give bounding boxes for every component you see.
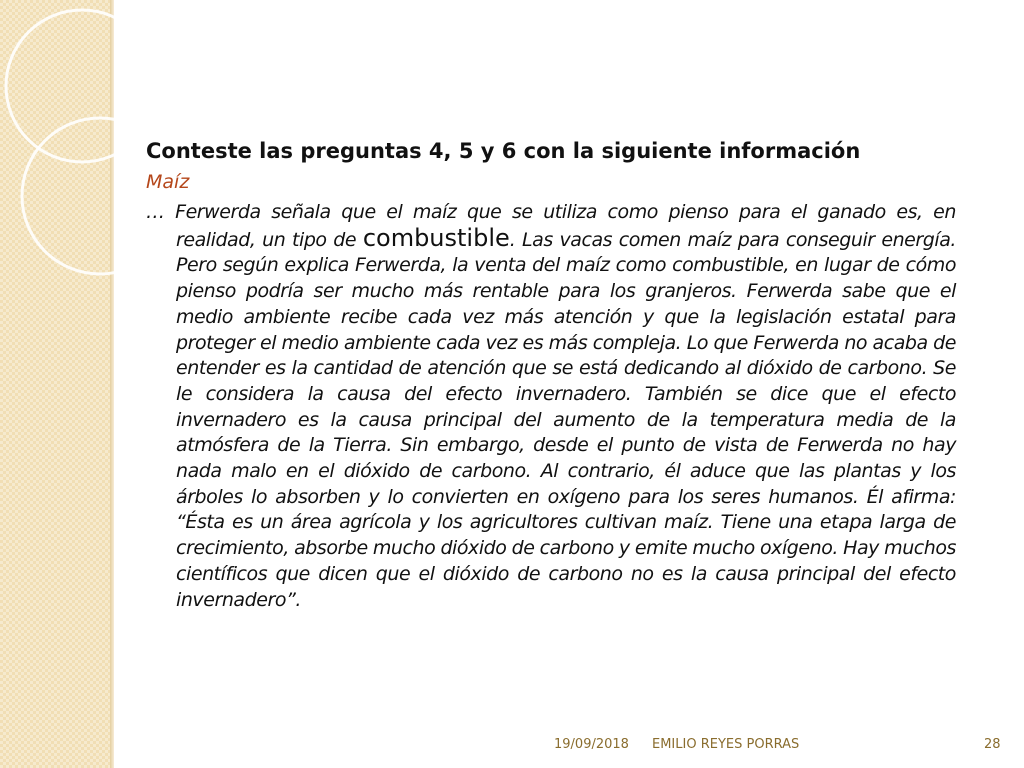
body-text-part-1: … Ferwerda señala que el maíz que se utiliza como pienso para el ganado es, en realidad, un tipo de: [146, 201, 956, 251]
slide-subheading: Maíz: [146, 171, 190, 193]
body-emphasis-word: combustible: [362, 223, 510, 252]
slide-number: 28: [984, 737, 1001, 752]
footer-date: 19/09/2018: [554, 737, 629, 752]
decorative-circle-top: [6, 10, 158, 162]
body-paragraph: [146, 200, 956, 613]
slide-content: [146, 134, 956, 613]
decorative-circles: [0, 0, 140, 320]
slide-heading: Conteste las preguntas 4, 5 y 6 con la siguiente información: [146, 139, 861, 163]
footer-author: EMILIO REYES PORRAS: [652, 737, 800, 752]
slide-footer: [0, 737, 1024, 757]
body-text-part-2: . Las vacas comen maíz para conseguir energía. Pero según explica Ferwerda, la venta del maíz como combustible, en lugar de cómo pienso podría ser mucho más rentable para los granjeros. Ferwerda sabe que el medio ambiente recibe cada vez más atención y que la legislación estatal para proteger el medio ambiente cada vez es más compleja. Lo que Ferwerda no acaba de entender es la cantidad de atención que se está dedicando al dióxido de carbono. Se le considera la causa del efecto invernadero. También se dice que el efecto invernadero es la causa principal del aumento de la temperatura media de la atmósfera de la Tierra. Sin embargo, desde el punto de vista de Ferwerda no hay nada malo en el dióxido de carbono. Al contrario, él aduce que las plantas y los árboles lo absorben y lo convierten en oxígeno para los seres humanos. Él afirma: “Ésta es un área agrícola y los agricultores cultivan maíz. Tiene una etapa larga de crecimiento, absorbe mucho dióxido de carbono y emite mucho oxígeno. Hay muchos científicos que dicen que el dióxido de carbono no es la causa principal del efecto invernadero”.: [176, 228, 957, 611]
